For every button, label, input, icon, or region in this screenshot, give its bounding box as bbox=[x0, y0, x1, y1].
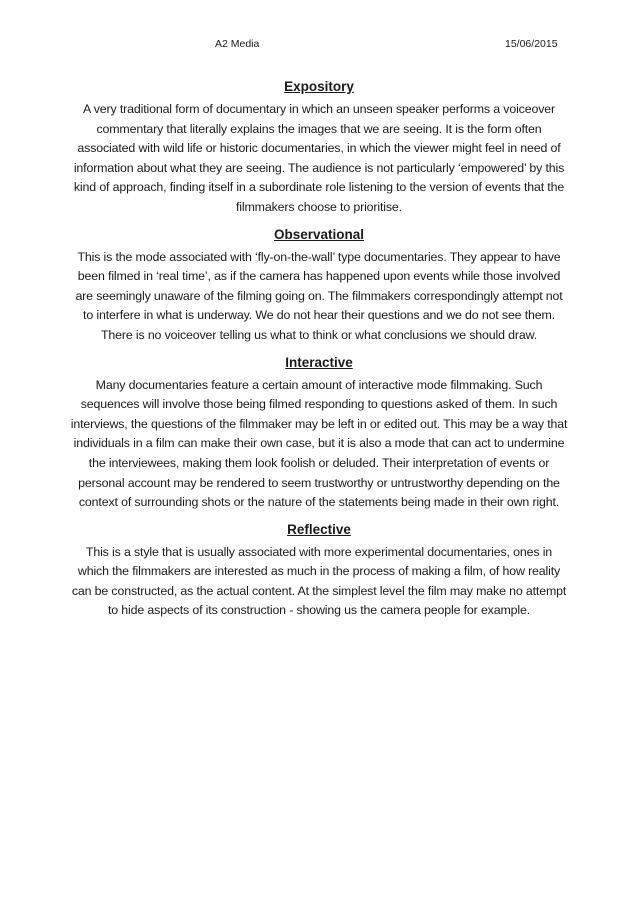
section-heading: Observational bbox=[273, 226, 365, 242]
page-header bbox=[0, 38, 638, 54]
section-paragraph: A very traditional form of documentary in which an unseen speaker performs a voiceover commentary that literally explains the images that we are seeing. It is the form often associated with wild life or historic documentaries, in which the viewer might feel in need of information about what they are seeing. The audience is not particularly ‘empowered’ by this kind of approach, finding itself in a subordinate role listening to the version of events that the filmmakers choose to prioritise. bbox=[73, 102, 565, 214]
section-heading: Expository bbox=[284, 79, 354, 94]
document-body bbox=[70, 78, 568, 629]
header-date: 15/06/2015 bbox=[505, 38, 558, 50]
section-heading: Interactive bbox=[285, 354, 353, 370]
section-paragraph: Many documentaries feature a certain amount of interactive mode filmmaking. Such sequences will involve those being filmed responding to questions asked of them. In such interviews, the questions of the filmmaker may be left in or edited out. This may be a way that individuals in a film can make their own case, but it is also a mode that can act to undermine the interviewees, making them look foolish or deluded. Their interpretation of events or personal account may be rendered to seem trustworthy or untrustworthy depending on the context of surrounding shots or the nature of the statements being made in their own right. bbox=[70, 377, 568, 510]
section-reflective bbox=[70, 521, 568, 621]
section-paragraph: This is a style that is usually associated with more experimental documentaries, ones in which the filmmakers are interested as much in the process of making a film, of how reality can be constructed, as the actual content. At the simplest level the film may make no attempt to hide aspects of its construction - showing us the camera people for example. bbox=[71, 544, 567, 618]
header-course-label: A2 Media bbox=[215, 38, 260, 50]
section-interactive bbox=[70, 354, 568, 513]
section-heading: Reflective bbox=[287, 521, 351, 537]
section-paragraph: This is the mode associated with ‘fly-on-the-wall’ type documentaries. They appear to have been filmed in ‘real time’, as if the camera has happened upon events while those involved are seemingly unaware of the filming going on. The filmmakers correspondingly attempt not to interfere in what is underway. We do not hear their questions and we do not see them. There is no voiceover telling us what to think or what conclusions we should draw. bbox=[75, 249, 563, 342]
section-observational bbox=[70, 226, 568, 346]
section-expository bbox=[70, 78, 568, 218]
